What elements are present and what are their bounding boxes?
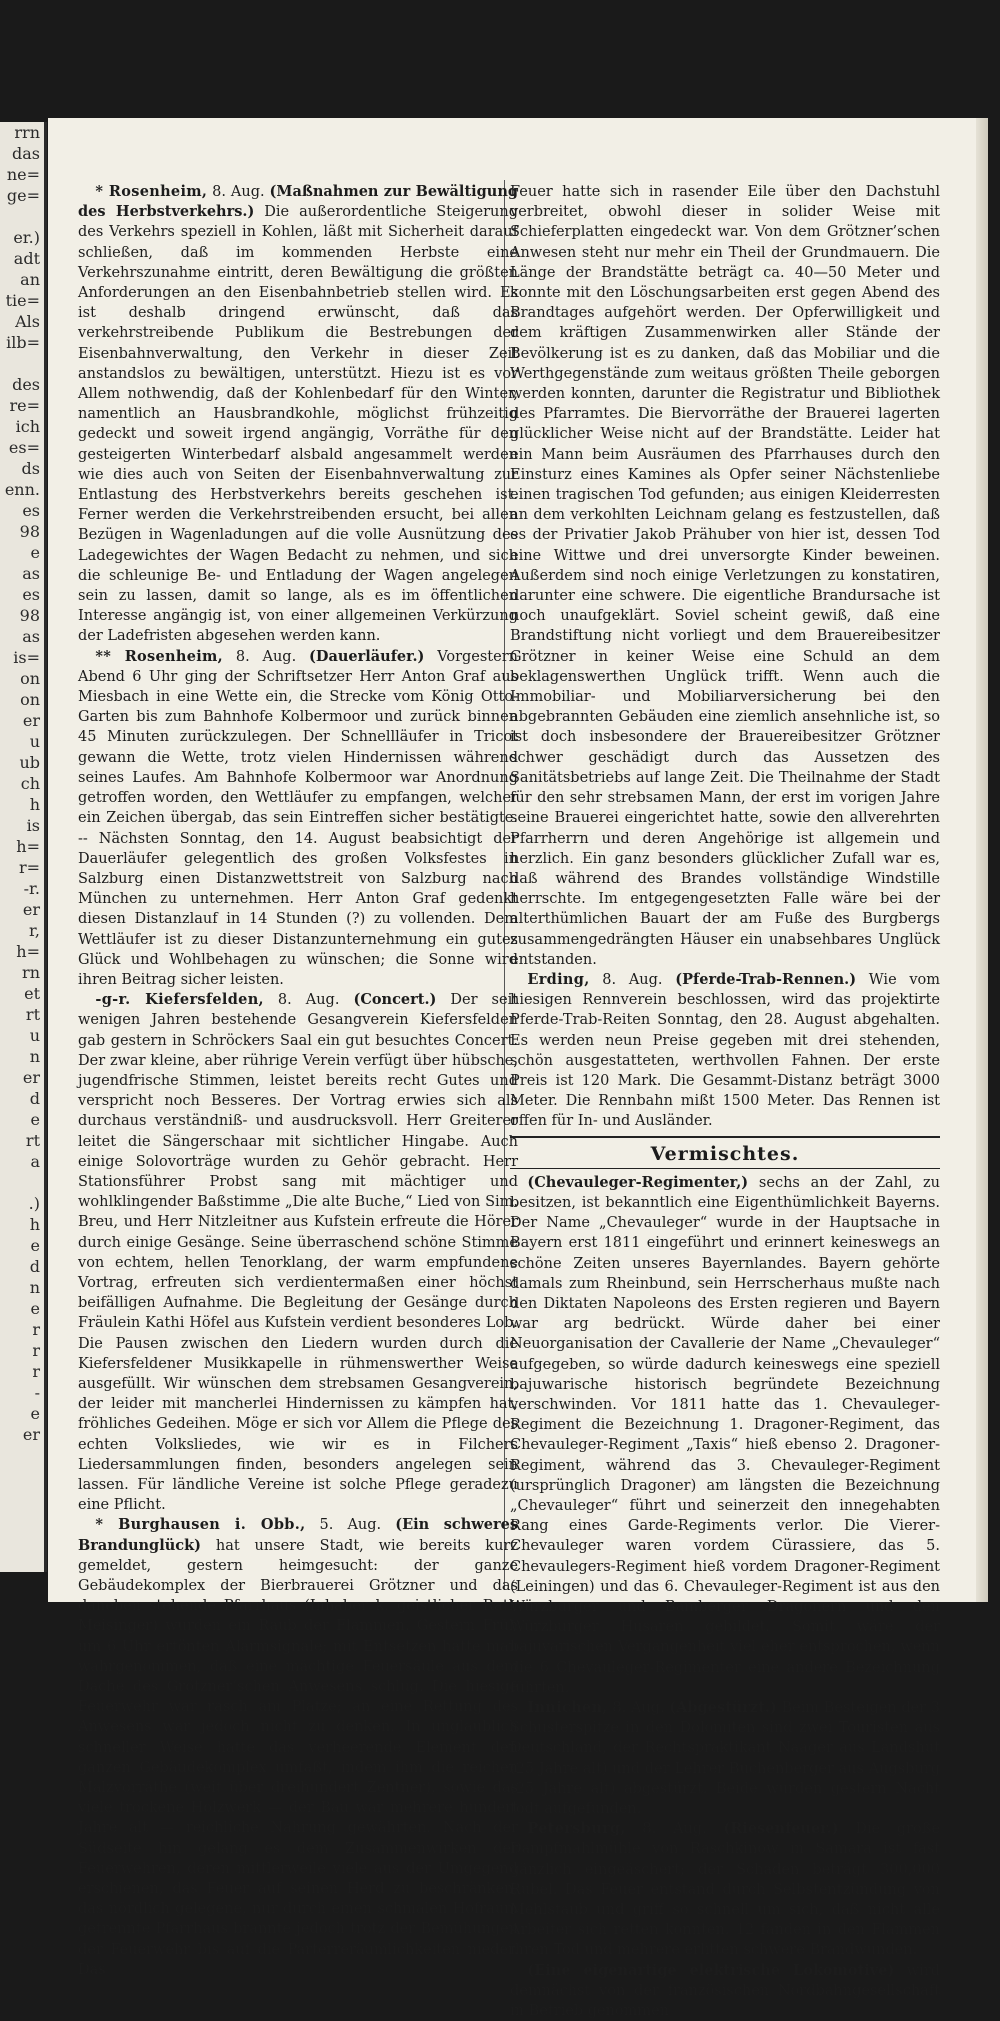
article-burghausen-fire [78, 1515, 518, 1980]
article-date: 8. Aug. [235, 648, 297, 665]
article-text: hat unsere Stadt, wie bereits kurz gemeldet, gestern heimgesucht: der ganze Gebäudekomplex der Bierbrauerei Grötzner und das daneben stehende Pfarrhaus (Inhaber k. geistlicher Rath Meisinger) wurden ein Raub der Flammen. Gestern Früh um 6 Uhr ertönten Alarmsignale; mit Entsetzen hatte man wahrgenommen, daß eine mächtige Feuersäule aus dem Dache des Grötzner’schen Anwesens schlug. Die hiesige Feuerwehr war rasch am Platze; an eine Rettung des Anwesens war jedoch nicht zu denken. In unglaublich schneller Weise hatte das verheerende Element den ganzen Gebäudekomplex umfaßt, indem ihm die reichen Malzvorräthe (weit über dreihundert Zentner), sowie das viele trockene Holzwerk — der Bau war mehrere hundert Jahre alt — reichliche Nahrung gewährten. Nach der Südseite hin gelang es dem Zusammenwirken der Feuerwehren, deren mittlerweile viele aus der Umgegend erschienen, das Feuer auf seinen Herd zu beschränken, das nördlich gelegene, nur durch einen schmalen Hofraum getrennte Pfarrhaus brannte jedoch trotz der Bemühungen der Feuerwehr bis auf die Parterreräumlichkeiten nieder. Das [78, 1537, 518, 1978]
adjacent-page-fragment: enn. [4, 480, 40, 499]
misc-chevauleger [510, 1173, 940, 1698]
adjacent-page-fragment: on [20, 669, 40, 688]
article-text: Die außerordentliche Steigerung des Verkehrs speziell in Kohlen, läßt mit Sicherheit darauf schließen, daß im kommenden Herbste eine Verkehrszunahme eintritt, deren Bewältigung die größten Anforderungen an den Eisenbahnbetrieb stellen wird. Es ist deshalb dringend erwünscht, daß das verkehrstreibende Publikum die Bestrebungen der Eisenbahnverwaltung, den Verkehr in dieser Zeit anstandslos zu bewältigen, unterstützt. Hiezu ist es vor Allem nothwendig, daß der Kohlenbedarf für den Winter, namentlich an Hausbrandkohle, möglichst frühzeitig gedeckt und soweit irgend angängig, Vorräthe für den gesteigerten Winterbedarf alsbald angesammelt werden wie dies auch von Seiten der Eisenbahnverwaltung zur Entlastung des Herbstverkehrs bereits geschehen ist. Ferner werden die Verkehrstreibenden ersucht, bei allen Bezügen in Wagenladungen auf die volle Ausnützung des Ladegewichtes der Wagen Bedacht zu nehmen, und sich die schleunige Be- und Entladung der Wagen angelegen sein zu lassen, damit so lange, als es im öffentlichen Interesse angängig ist, von einer allgemeinen Verkürzung der Ladefristen abgesehen werden kann. [78, 204, 518, 645]
misc-subject: (Abgestürzt.) [669, 1699, 777, 1717]
misc-subject: (Riesenfeuer.) [723, 1820, 839, 1838]
adjacent-page-fragment: er [22, 1425, 40, 1444]
adjacent-page-fragment: e [30, 543, 40, 562]
adjacent-page-fragment [0, 1172, 44, 1193]
adjacent-page-fragment: re= [9, 396, 40, 415]
adjacent-page-fragment [0, 353, 44, 374]
page-edge-shadow [976, 118, 988, 1602]
article-dateline: * Burghausen i. Obb., [95, 1516, 306, 1534]
adjacent-page-fragment: er.) [13, 228, 40, 247]
article-rosenheim-runner [78, 647, 518, 990]
adjacent-page-fragment: r, [29, 921, 40, 940]
misc-petersburg [510, 1819, 940, 1960]
misc-text: wird demnächst von der französischen Nordbahngesellschaft in Betrieb genommen [510, 1962, 940, 2020]
adjacent-page-fragment: u [29, 732, 40, 751]
misc-text: sechs an der Zahl, zu besitzen, ist bekanntlich eine Eigenthümlichkeit Bayerns. Der Name „Chevauleger“ wurde in der Hauptsache in Bayern erst 1811 eingeführt und erinnert keineswegs an schöne Zeiten unseres Bayernlandes. Bayern gehörte damals zum Rheinbund, sein Herrscherhaus mußte nach den Diktaten Napoleons des Ersten regieren und Bayern war arg bedrückt. Würde daher bei einer Neuorganisation der Cavallerie der Name „Chevauleger“ aufgegeben, so würde dadurch keineswegs eine speziell bajuwarische historisch begründete Bezeichnung verschwinden. Vor 1811 hatte das 1. Chevauleger-Regiment die Bezeichnung 1. Dragoner-Regiment, das Chevauleger-Regiment „Taxis“ hieß ebenso 2. Dragoner-Regiment, während das 3. Chevauleger-Regiment (ursprünglich Dragoner) am längsten die Bezeichnung „Chevauleger“ führt und seinerzeit den innegehabten Rang eines Garde-Regiments verlor. Die Vierer-Chevauleger waren vordem Cürassiere, das 5. Chevaulegers-Regiment hieß vordem Dragoner-Regiment (Leiningen) und das 6. Chevauleger-Regiment ist aus den Würzburger und Bamberger Dragonern und den Würzburger Husaren gebildet. Somit wäre der bajuvarischen Vergangenheit viel eher entsprochen, wenn die 6 Chevauleger-Regimenter eine andere Bezeichnung führten. [510, 1174, 941, 1696]
adjacent-page-fragment: ge= [6, 186, 40, 205]
misc-dateline: Innichen, [527, 1699, 608, 1717]
adjacent-page-fragment: e [30, 1110, 40, 1129]
adjacent-page-fragment: er [22, 711, 40, 730]
misc-text: Die große Dampfmahlmühle von Raschkinow in Samara ist fast gänzlich eingeäschert; der Schaden beträgt 300,000 Rubel. Das Feuer entstand durch Selbstentzündung von Mehlstaub und griff so schnell um sich, daß nicht alle Arbeiter sich retten konnten. 12 fanden in den Flammen ihren Tod und mehrere erlitten schwere Brandwunden. [510, 1821, 941, 1959]
article-text: Der seit wenigen Jahren bestehende Gesangverein Kiefersfelden gab gestern in Schröckers Saal ein gut besuchtes Concert. Der zwar kleine, aber rührige Verein verfügt über hübsche, jugendfrische Stimmen, leistet bereits recht Gutes und verspricht noch Besseres. Der Vortrag erwies sich als durchaus verständniß- und ausdrucksvoll. Herr Greiterer leitet die Sängerschaar mit sichtlicher Hingabe. Auch einige Solovorträge wurden zu Gehör gebracht. Herr Stationsführer Probst sang mit mächtiger und wohlklingender Baßstimme „Die alte Buche,“ Lied von Sim. Breu, und Herr Nitzleitner aus Kufstein erfreute die Hörer durch einige Gesänge. Seine überraschend schöne Stimme von echtem, hellen Tenorklang, der warm empfundene Vortrag, erfreuten sich verdientermaßen einer höchst beifälligen Aufnahme. Die Begleitung der Gesänge durch Fräulein Kathi Höfel aus Kufstein verdient besonderes Lob. Die Pausen zwischen den Liedern wurden durch die Kiefersfeldener Musikkapelle in rühmenswerther Weise ausgefüllt. Wir wünschen dem strebsamen Gesangverein, der leider mit mancherlei Hindernissen zu kämpfen hat, fröhliches Gedeihen. Möge er sich vor Allem die Pflege des echten Volksliedes, wie wir es in Filchers Liedersammlungen finden, besonders angelegen sein lassen. Für ländliche Vereine ist solche Pflege geradezu eine Pflicht. [78, 992, 519, 1514]
adjacent-page-fragment: - [34, 1383, 40, 1402]
article-subject: (Dauerläufer.) [309, 647, 425, 665]
adjacent-page-fragment: on [20, 690, 40, 709]
adjacent-page-fragment: ilb= [6, 333, 40, 352]
article-dateline: Erding, [527, 970, 590, 988]
adjacent-page-fragment: et [24, 984, 40, 1003]
adjacent-page-fragment [0, 206, 44, 227]
adjacent-page-fragment: h= [16, 942, 40, 961]
adjacent-page-fragment: r [32, 1341, 40, 1360]
article-text: Wie vom hiesigen Rennverein beschlossen, wird das projektirte Pferde-Trab-Reiten Sonntag, den 28. August abgehalten. Es werden neun Preise gegeben mit drei stehenden, schön ausgestatteten, werthvollen Fahnen. Der erste Preis ist 120 Mark. Die Gesammt-Distanz beträgt 3000 Meter. Die Rennbahn mißt 1500 Meter. Das Rennen ist offen für In- und Ausländer. [510, 971, 941, 1130]
article-text: Vorgestern Abend 6 Uhr ging der Schriftsetzer Herr Anton Graf aus Miesbach in eine Wette ein, die Strecke vom König Otto-Garten bis zum Bahnhofe Kolbermoor und zurück binnen 45 Minuten zurückzulegen. Der Schnellläufer in Tricot gewann die Wette, trotz vielen Hindernissen während seines Laufes. Am Bahnhofe Kolbermoor war Anordnung getroffen worden, den Wettläufer zu empfangen, welcher ein Zeichen übergab, das sein Eintreffen sicher bestätigte. -- Nächsten Sonntag, den 14. August beabsichtigt der Dauerläufer gelegentlich des großen Volksfestes in Salzburg einen Distanzwettstreit von Salzburg nach München zu unternehmen. Herr Anton Graf gedenkt diesen Distanzlauf in 14 Stunden (?) zu vollenden. Dem Wettläufer ist zu dieser Distanzunternehmung ein gutes Glück und Wohlbehagen zu wünschen; die Sonne wird ihren Beitrag sicher leisten. [78, 648, 518, 988]
adjacent-page-fragment: is= [13, 648, 40, 667]
adjacent-page-fragment: as [22, 564, 40, 583]
article-subject: (Concert.) [353, 991, 437, 1009]
adjacent-page-fragment: n [29, 1278, 40, 1297]
article-dateline: ** Rosenheim, [95, 647, 224, 665]
misc-innichen [510, 1698, 940, 1819]
adjacent-page-fragment: 98 [19, 606, 40, 625]
article-date: 8. Aug. [277, 992, 340, 1009]
adjacent-page-fragment: h [29, 795, 40, 814]
adjacent-page-fragment: r= [18, 858, 40, 877]
adjacent-page-fragment: er [22, 1068, 40, 1087]
article-kiefersfelden-concert [78, 990, 518, 1515]
adjacent-page-fragment: .) [28, 1194, 40, 1213]
article-rosenheim-traffic [78, 182, 518, 647]
misc-subject: (Chevauleger-Regimenter,) [527, 1173, 749, 1191]
adjacent-page-fragment: r [32, 1320, 40, 1339]
section-rule-bottom [510, 1168, 940, 1169]
adjacent-page-fragment: des [12, 375, 40, 394]
misc-date: 8. Aug. [642, 1821, 707, 1838]
adjacent-page-fragment: das [12, 144, 40, 163]
misc-dateline: Petersburg, [527, 1820, 626, 1838]
adjacent-page-fragment: -r. [23, 879, 40, 898]
adjacent-page-fragment: u [29, 1026, 40, 1045]
article-dateline: * Rosenheim, [95, 183, 208, 200]
article-dateline: -g-r. Kiefersfelden, [95, 991, 264, 1009]
adjacent-page-fragment: rt [25, 1005, 40, 1024]
adjacent-page-fragment: Als [15, 312, 40, 331]
adjacent-page-edge [0, 122, 47, 1572]
adjacent-page-fragment: h= [16, 837, 40, 856]
adjacent-page-fragment: ne= [6, 165, 40, 184]
adjacent-page-fragment: as [22, 627, 40, 646]
adjacent-page-fragment: es= [8, 438, 40, 457]
adjacent-page-fragment: r [32, 1362, 40, 1381]
adjacent-page-fragment: e [30, 1404, 40, 1423]
adjacent-page-fragment: e [30, 1299, 40, 1318]
article-erding-race [510, 970, 940, 1132]
adjacent-page-fragment: ds [21, 459, 40, 478]
adjacent-page-fragment: ich [15, 417, 40, 436]
adjacent-page-fragment: es [22, 501, 40, 520]
misc-date: 8. Aug. [612, 1700, 665, 1717]
article-subject: (Maßnahmen zur Bewältigung des Herbstverkehrs.) [78, 183, 519, 221]
adjacent-page-fragment: a [30, 1152, 40, 1171]
adjacent-page-fragment: rt [25, 1131, 40, 1150]
right-column [510, 182, 940, 2021]
article-date: 8. Aug. [602, 971, 663, 988]
adjacent-page-fragment: rn [22, 963, 40, 982]
article-subject: (Ein schweres Brandunglück) [78, 1516, 519, 1554]
adjacent-page-fragment: es [22, 585, 40, 604]
adjacent-page-fragment: an [20, 270, 40, 289]
adjacent-page-fragment: rrn [14, 123, 40, 142]
misc-text: Beim Besteigen der 3 Schusterspitze in den Dolomiten sind zwei Touristen aus Deutschland, der Rechtspraktikant Naager aus Landshut (25 Jahre alt) und der Lehrer Buchenberger aus Augsburg (25 Jahre alt) abgestürzt. Beide wurden gestern Nacht todt aufgefunden. [510, 1700, 941, 1818]
adjacent-page-fragment: er [22, 900, 40, 919]
adjacent-page-fragment: is [26, 816, 40, 835]
adjacent-page-fragment: 98 [19, 522, 40, 541]
article-burghausen-fire-continued: Feuer hatte sich in rasender Eile über den Dachstuhl verbreitet, obwohl dieser in solider Weise mit Schieferplatten eingedeckt war. Von dem Grötzner’schen Anwesen steht nur mehr ein Theil der Grundmauern. Die Länge der Brandstätte beträgt ca. 40—50 Meter und konnte mit den Löschungsarbeiten erst gegen Abend des Brandtages aufgehört werden. Der Opferwilligkeit und dem kräftigen Zusammenwirken aller Stände der Bevölkerung ist es zu danken, daß das Mobiliar und die Werthgegenstände zum weitaus größten Theile geborgen werden konnten, darunter die Registratur und Bibliothek des Pfarramtes. Die Biervorräthe der Brauerei lagerten glücklicher Weise nicht auf der Brandstätte. Leider hat ein Mann beim Ausräumen des Pfarrhauses durch den Einsturz eines Kamines als Opfer seiner Nächstenliebe einen tragischen Tod gefunden; aus einigen Kleiderresten an dem verkohlten Leichnam gelang es festzustellen, daß es der Privatier Jakob Prähuber von hier ist, dessen Tod eine Wittwe und drei unversorgte Kinder beweinen. Außerdem sind noch einige Verletzungen zu konstatiren, darunter eine schwere. Die eigentliche Brandursache ist noch unaufgeklärt. Soviel scheint gewiß, daß eine Brandstiftung nicht vorliegt und dem Brauereibesitzer Grötzner in keiner Weise eine Schuld an dem beklagenswerthen Unglück trifft. Wenn auch die Immobiliar- und Mobiliarversicherung bei den abgebrannten Gebäuden eine ziemlich ansehnliche ist, so ist doch insbesondere der Brauereibesitzer Grötzner schwer geschädigt durch das Aussetzen des Sanitätsbetriebs auf lange Zeit. Die Theilnahme der Stadt für den sehr strebsamen Mann, der erst im vorigen Jahre seine Brauerei eingerichtet hatte, sowie den allverehrten Pfarrherrn und deren Angehörige ist allgemein und herzlich. Ein ganz besonders glücklicher Zufall war es, daß während des Brandes vollständige Windstille herrschte. Im entgegengesetzten Falle wäre bei der alterthümlichen Bauart der am Fuße des Burgbergs zusammengedrängten Häuser ein unabsehbares Unglück entstanden. [510, 184, 940, 968]
adjacent-page-fragment: e [30, 1236, 40, 1255]
adjacent-page-fragment: d [29, 1089, 40, 1108]
adjacent-page-fragment: h [29, 1215, 40, 1234]
misc-locomotive [510, 1961, 940, 2021]
adjacent-page-fragment: d [29, 1257, 40, 1276]
adjacent-page-fragment: tie= [5, 291, 40, 310]
misc-subject: (Eine eigenartige elektrische Lokomotive) [527, 1961, 895, 1979]
newspaper-page [48, 118, 988, 2020]
article-date: 8. Aug. [212, 184, 265, 200]
adjacent-page-fragment: adt [13, 249, 40, 268]
article-date: 5. Aug. [319, 1517, 382, 1534]
adjacent-page-fragment: ch [20, 774, 40, 793]
adjacent-page-fragment: n [29, 1047, 40, 1066]
section-rule-top [510, 1136, 940, 1138]
left-column [78, 182, 518, 1980]
adjacent-page-fragment: ub [19, 753, 40, 772]
article-subject: (Pferde-Trab-Rennen.) [675, 970, 857, 988]
section-title: Vermischtes. [650, 1142, 800, 1165]
